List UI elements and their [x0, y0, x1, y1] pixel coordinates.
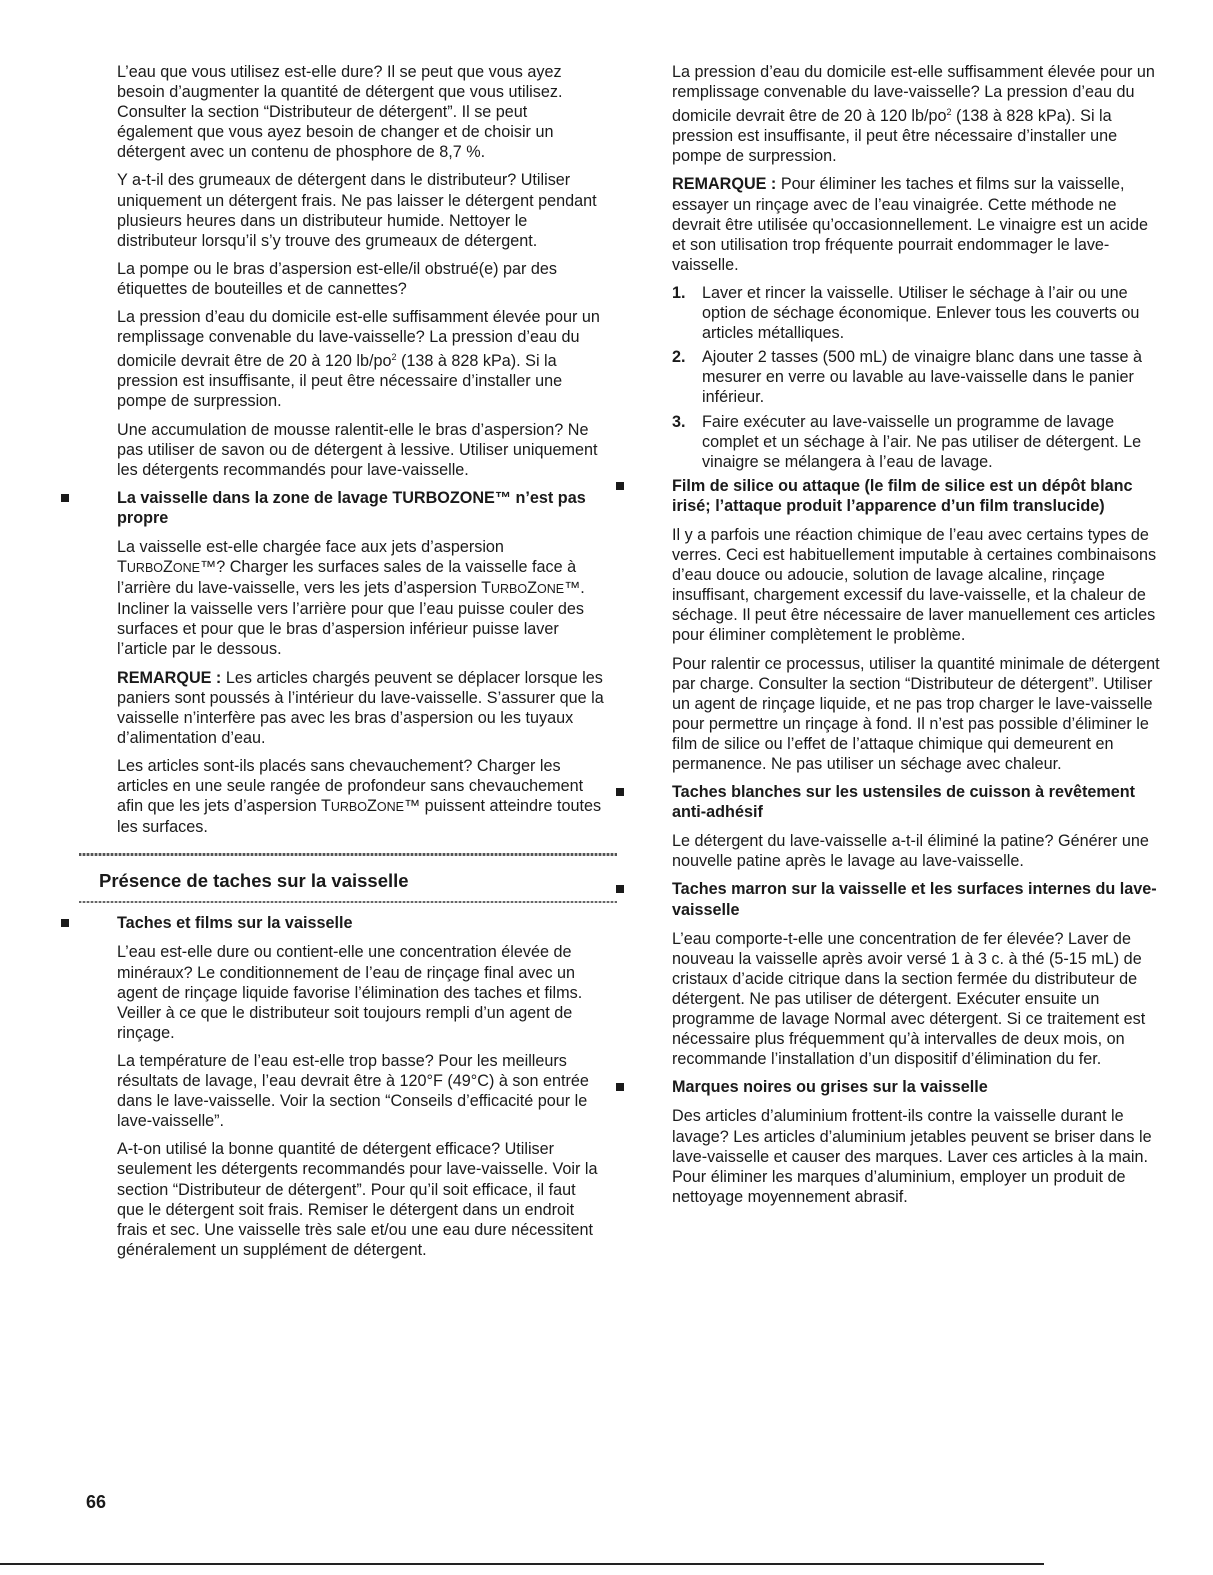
bullet-heading-spots [117, 913, 607, 933]
step-item [672, 412, 1162, 472]
step-text: Laver et rincer la vaisselle. Utiliser le séchage à l’air ou une option de séchage économique. Enlever tous les couverts ou articles métalliques. [702, 283, 1140, 343]
brand-letters: URBO [126, 561, 164, 576]
step-number: 2. [672, 348, 686, 367]
brand-letter: T [117, 558, 127, 577]
paragraph: Pour ralentir ce processus, utiliser la quantité minimale de détergent par charge. Consulter la section “Distributeur de détergent”. Utiliser un agent de rinçage liquide, et ne pas trop charger le lave-vaisselle pour permettre un rinçage à fond. Il n’est pas possible d’éliminer le film de silice ou l’effet de l’attaque chimique qui demeurent en permanence. Ne pas utiliser un séchage avec chaleur. [672, 654, 1160, 773]
bullet-heading-nonstick [672, 782, 1162, 822]
paragraph: Il y a parfois une réaction chimique de l’eau avec certains types de verres. Ceci est habituellement imputable à certaines combinaisons d’eau douce ou adoucie, solution de lavage alcaline, rinçage insuffisant, chargement excessif du lave-vaisselle, et la chaleur de séchage. Il peut être nécessaire de laver manuellement ces articles pour éliminer complètement le problème. [672, 525, 1157, 645]
brand-letters: ONE [172, 561, 200, 576]
step-text: Ajouter 2 tasses (500 mL) de vinaigre blanc dans une tasse à mesurer en verre ou lavable au lave-vaisselle dans le panier inférieur. [702, 348, 1143, 407]
bullet-square-icon [61, 919, 69, 927]
brand-letters: ONE [536, 582, 565, 597]
paragraph-text: La pression d’eau du domicile est-elle suffisamment élevée pour un remplissage convenable du lave-vaisselle? La pression d’eau du domicile devrait être de 20 à 120 lb/po [117, 308, 600, 371]
paragraph: La pompe ou le bras d’aspersion est-elle/il obstrué(e) par des étiquettes de bouteilles et de cannettes? [117, 259, 558, 298]
step-number: 3. [672, 412, 686, 431]
paragraph-text: Les articles sont-ils placés sans chevauchement? Charger les articles en une seule rangée de profondeur sans chevauchement afin que les jets d’aspersion [117, 756, 584, 816]
note-label: REMARQUE : [672, 175, 777, 194]
brand-name [481, 579, 580, 597]
superscript: 2 [391, 352, 397, 363]
paragraph [672, 174, 1162, 274]
paragraph-text: (138 à 828 kPa). Si la pression est insuffisante, il peut être nécessaire d’installer une pompe de surpression. [672, 107, 1118, 166]
paragraph [672, 62, 1162, 166]
brand-letter: Z [163, 558, 173, 577]
paragraph: L’eau est-elle dure ou contient-elle une concentration élevée de minéraux? Le conditionnement de l’eau de rinçage final avec un agent de rinçage liquide favorise l’élimination des taches et films. Veiller à ce que le distributeur soit toujours rempli d’un agent de rinçage. [117, 943, 583, 1042]
paragraph [117, 537, 607, 660]
heading-text: n’est pas propre [117, 488, 586, 527]
paragraph: A-t-on utilisé la bonne quantité de détergent efficace? Utiliser seulement les détergents recommandés pour lave-vaisselle. Voir la section “Distributeur de détergent”. Pour qu’il soit efficace, il faut que le détergent soit frais. Remiser le détergent dans un endroit frais et sec. Une vaisselle très sale et/ou une eau dure nécessitent généralement un supplément de détergent. [117, 1140, 598, 1259]
dotted-rule [79, 853, 617, 856]
paragraph: Une accumulation de mousse ralentit-elle le bras d’aspersion? Ne pas utiliser de savon ou de détergent à lessive. Utiliser uniquement les détergents recommandés pour lave-vaisselle. [117, 420, 598, 479]
paragraph: Le détergent du lave-vaisselle a-t-il éliminé la patine? Générer une nouvelle patine après le lavage au lave-vaisselle. [672, 832, 1149, 871]
heading-text: La vaisselle dans la zone de lavage [117, 488, 393, 507]
section-title-text: Présence de taches sur la vaisselle [99, 870, 409, 892]
step-item [672, 283, 1162, 343]
bullet-heading-brown-stains [672, 879, 1162, 919]
paragraph: Des articles d’aluminium frottent-ils contre la vaisselle durant le lavage? Les articles d’aluminium jetables peuvent se briser dans le lave-vaisselle et causer des marques. Laver ces articles à la main. Pour éliminer les marques d’aluminium, employer un produit de nettoyage moyennement abrasif. [672, 1107, 1152, 1206]
paragraph: La température de l’eau est-elle trop basse? Pour les meilleurs résultats de lavage, l’eau devrait être à 120°F (49°C) à son entrée dans le lave-vaisselle. Voir la section “Conseils d’efficacité pour le lave-vaisselle”. [117, 1051, 589, 1131]
paragraph [117, 668, 607, 748]
paragraph-text: Les articles chargés peuvent se déplacer lorsque les paniers sont poussés à l’intérieur du lave-vaisselle. S’assurer que la vaisselle n’interfère pas avec les bras d’aspersion ou les tuyaux d’alimentation d’eau. [117, 668, 604, 747]
bullet-heading-silica [672, 476, 1162, 516]
paragraph-text: puissent atteindre toutes les surfaces. [117, 797, 602, 837]
bullet-square-icon [616, 788, 624, 796]
paragraph: L’eau comporte-t-elle une concentration de fer élevée? Laver de nouveau la vaisselle après avoir versé 1 à 3 c. à thé (5-15 mL) de cristaux d’acide citrique dans la section fermée du distributeur de détergent. Ne pas utiliser de détergent. Exécuter ensuite un programme de lavage Normal avec détergent. Si ce traitement est nécessaire plus fréquemment qu’à intervalles de deux mois, on recommande l’installation d’un dispositif d’élimination du fer. [672, 929, 1146, 1069]
brand-name: TURBOZONE™ [392, 488, 512, 507]
brand-letter: T [481, 579, 491, 598]
paragraph: L’eau que vous utilisez est-elle dure? Il se peut que vous ayez besoin d’augmenter la quantité de détergent que vous utilisez. Consulter la section “Distributeur de détergent”. Il se peut également que vous ayez besoin de changer et de choisir un détergent avec un contenu de phosphore de 8,7 %. [117, 63, 563, 162]
bullet-square-icon [61, 494, 69, 502]
heading-text: Taches blanches sur les ustensiles de cuisson à revêtement anti-adhésif [672, 783, 1136, 822]
paragraph-text: ? Charger les surfaces sales de la vaisselle face à l’arrière du lave-vaisselle, vers les jets d’aspersion [117, 558, 577, 598]
heading-text: Taches marron sur la vaisselle et les surfaces internes du lave-vaisselle [672, 880, 1157, 919]
right-column [672, 62, 1162, 1215]
brand-name [321, 797, 420, 815]
step-text: Faire exécuter au lave-vaisselle un programme de lavage complet et un séchage à l’air. Ne pas utiliser de détergent. Le vinaigre se mélangera à l’eau de lavage. [702, 412, 1142, 471]
left-column [99, 62, 607, 1268]
brand-letters: ONE [376, 800, 404, 815]
brand-letter: Z [367, 797, 377, 816]
brand-name [117, 558, 216, 576]
brand-letters: URBO [490, 582, 528, 597]
trademark: ™ [564, 579, 581, 598]
trademark: ™ [200, 558, 217, 577]
step-item [672, 347, 1162, 407]
brand-letter: T [320, 797, 331, 816]
brand-letter: Z [527, 579, 537, 598]
paragraph: Y a-t-il des grumeaux de détergent dans le distributeur? Utiliser uniquement un détergent frais. Ne pas laisser le détergent pendant plusieurs heures dans un distributeur humide. Nettoyer le distributeur lorsqu’il s’y trouve des grumeaux de détergent. [117, 171, 597, 250]
bullet-heading-black-marks [672, 1077, 1162, 1097]
paragraph-text: La vaisselle est-elle chargée face aux jets d’aspersion [117, 537, 504, 556]
paragraph-text: (138 à 828 kPa). Si la pression est insuffisante, il peut être nécessaire d’installer une pompe de surpression. [117, 352, 563, 411]
paragraph [117, 756, 607, 837]
paragraph [117, 307, 607, 411]
paragraph-text: Pour éliminer les taches et films sur la vaisselle, essayer un rinçage avec de l’eau vinaigrée. Cette méthode ne devrait être utilisée qu’occasionnellement. Le vinaigre est un acide et son utilisation trop fréquente pourrait endommager le lave-vaisselle. [672, 175, 1149, 274]
superscript: 2 [946, 107, 952, 118]
section-title [99, 867, 607, 897]
heading-text: Film de silice ou attaque (le film de silice est un dépôt blanc irisé; l’attaque produit l’apparence d’un film translucide) [672, 476, 1133, 515]
page-number: 66 [86, 1492, 107, 1512]
bullet-heading-turbozone [117, 488, 607, 528]
heading-text: Taches et films sur la vaisselle [117, 914, 353, 933]
note-label: REMARQUE : [117, 668, 222, 687]
paragraph-text: La pression d’eau du domicile est-elle suffisamment élevée pour un remplissage convenable du lave-vaisselle? La pression d’eau du domicile devrait être de 20 à 120 lb/po [672, 63, 1155, 126]
bullet-square-icon [616, 1083, 624, 1091]
bottom-rule [0, 1563, 1044, 1565]
paragraph-text: . Incliner la vaisselle vers l’arrière pour que l’eau puisse couler des surfaces et pour que le bras d’aspersion inférieur puisse laver l’article par le dessous. [117, 579, 585, 659]
brand-letters: URBO [330, 800, 367, 815]
trademark: ™ [403, 797, 421, 816]
heading-text: Marques noires ou grises sur la vaisselle [672, 1078, 988, 1097]
dotted-rule [79, 901, 617, 903]
step-number: 1. [672, 283, 686, 302]
bullet-square-icon [616, 885, 624, 893]
bullet-square-icon [616, 482, 624, 490]
